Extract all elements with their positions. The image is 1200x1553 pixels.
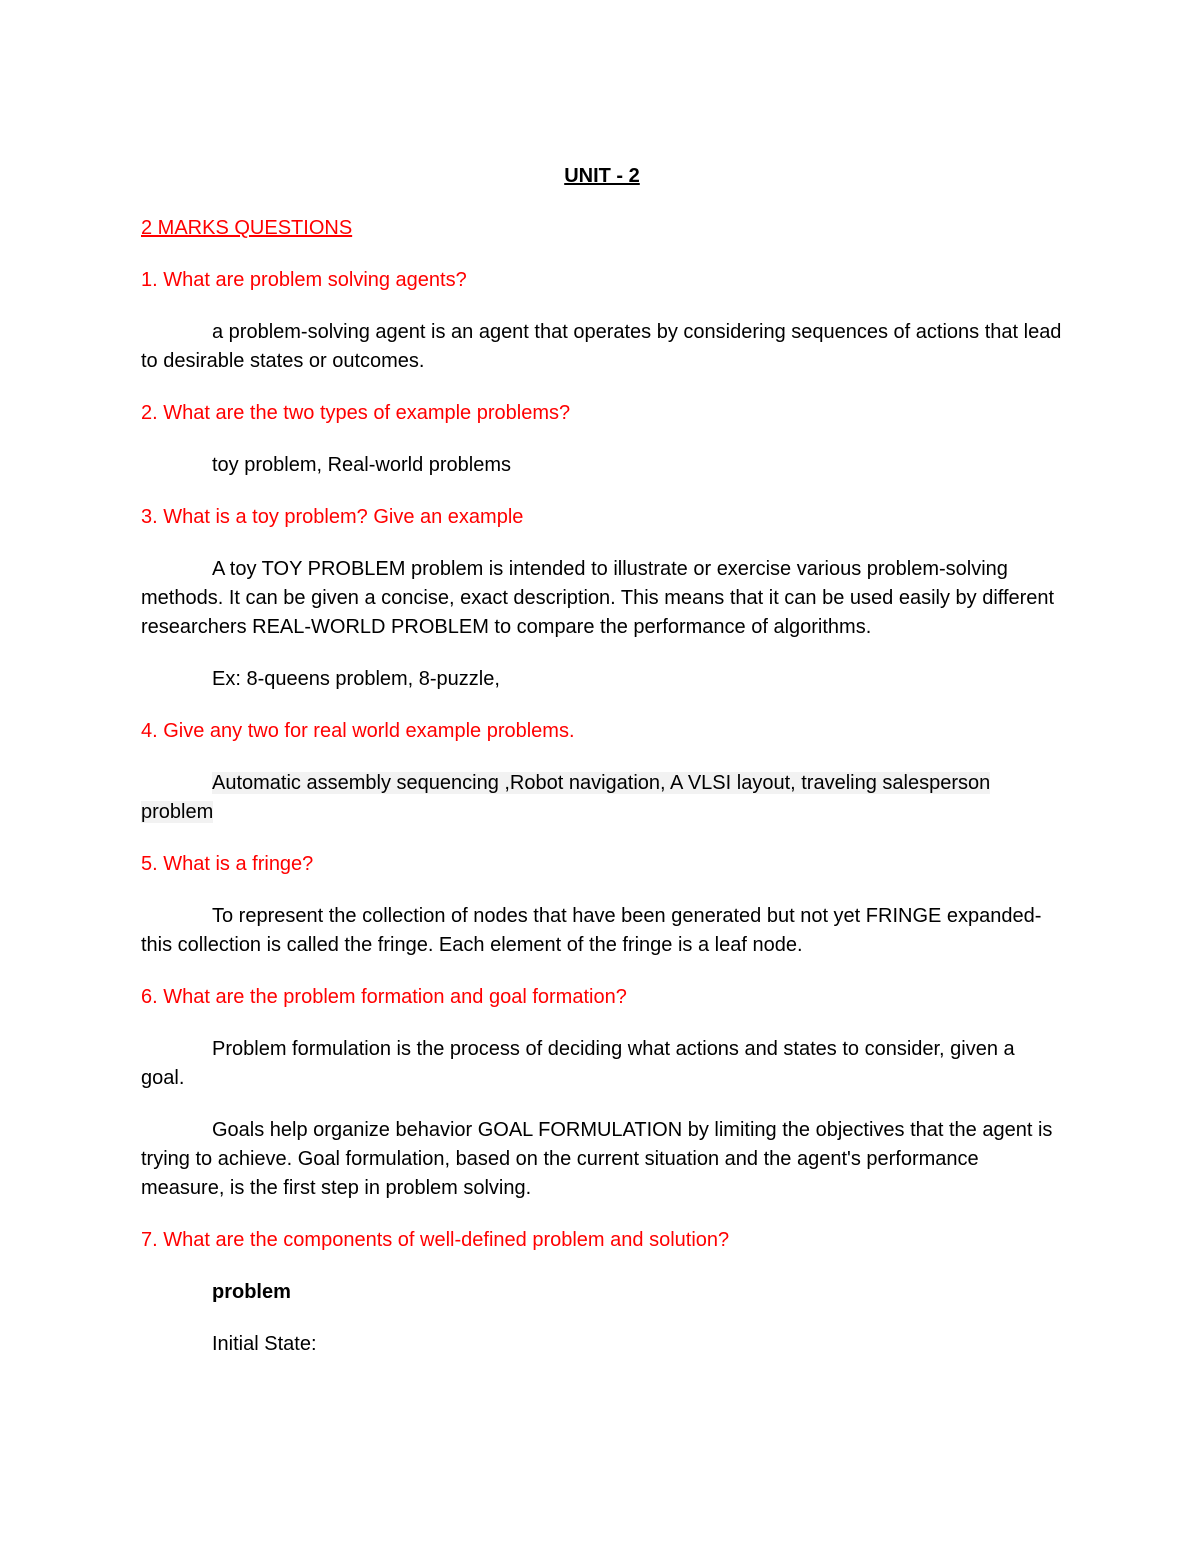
answer-4-text: Automatic assembly sequencing ,Robot navigation, A VLSI layout, traveling salesperson problem	[141, 772, 991, 823]
question-2: 2. What are the two types of example problems?	[141, 402, 571, 424]
question-4: 4. Give any two for real world example problems.	[141, 720, 575, 742]
question-5: 5. What is a fringe?	[141, 853, 314, 875]
section-heading: 2 MARKS QUESTIONS	[141, 217, 353, 239]
question-6: 6. What are the problem formation and goal formation?	[141, 986, 627, 1008]
answer-5: To represent the collection of nodes that have been generated but not yet FRINGE expanded-this collection is called the fringe. Each element of the fringe is a leaf node.	[141, 905, 1042, 956]
answer-1: a problem-solving agent is an agent that operates by considering sequences of actions that lead to desirable states or outcomes.	[141, 321, 1062, 372]
answer-6-part-2: Goals help organize behavior GOAL FORMULATION by limiting the objectives that the agent is trying to achieve. Goal formulation, based on the current situation and the agent's performance measure, is the first step in problem solving.	[141, 1119, 1053, 1199]
answer-4	[141, 769, 1063, 827]
answer-3-example: Ex: 8-queens problem, 8-puzzle,	[212, 668, 500, 690]
document-content	[141, 162, 1063, 1382]
question-1: 1. What are problem solving agents?	[141, 269, 467, 291]
answer-2: toy problem, Real-world problems	[212, 454, 512, 476]
question-3: 3. What is a toy problem? Give an example	[141, 506, 524, 528]
answer-7-item-1: Initial State:	[212, 1333, 317, 1355]
answer-3: A toy TOY PROBLEM problem is intended to illustrate or exercise various problem-solving methods. It can be given a concise, exact description. This means that it can be used easily by different researchers REAL-WORLD PROBLEM to compare the performance of algorithms.	[141, 558, 1055, 638]
page-title: UNIT - 2	[564, 165, 640, 187]
answer-7-subheading: problem	[212, 1281, 291, 1303]
question-7: 7. What are the components of well-defined problem and solution?	[141, 1229, 730, 1251]
answer-6-part-1: Problem formulation is the process of deciding what actions and states to consider, given a goal.	[141, 1038, 1032, 1089]
